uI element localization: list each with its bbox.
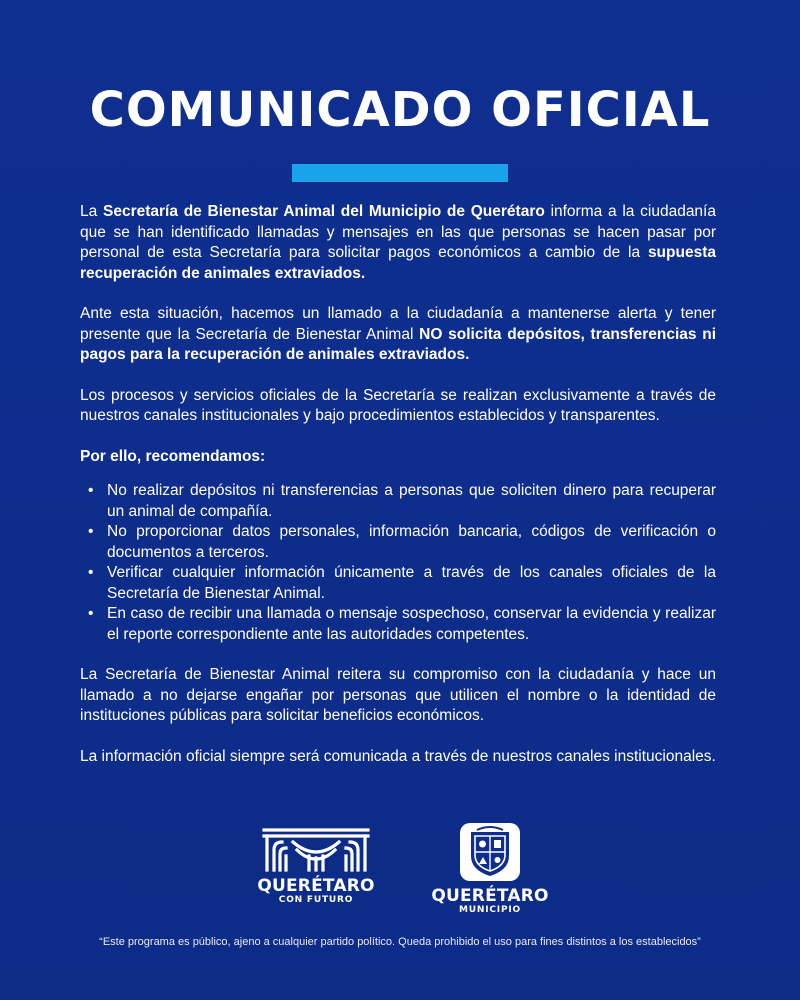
queretaro-con-futuro-logo — [250, 826, 382, 905]
paragraph-intro-text-a: La — [80, 203, 103, 220]
paragraph-intro-text-c: informa a la ciudadanía que se han identificado llamadas y mensajes en las que personas se hacen pasar por personal de esta Secretaría para solicitar pagos económicos a cambio de la — [80, 203, 716, 261]
bullet-icon: • — [88, 564, 94, 581]
list-item-text: No proporcionar datos personales, información bancaria, códigos de verificación o documentos a terceros. — [107, 523, 716, 561]
bullet-icon: • — [88, 523, 94, 540]
page-title: COMUNICADO OFICIAL — [89, 82, 711, 138]
paragraph-intro — [80, 202, 716, 284]
disclaimer-footer: “Este programa es público, ajeno a cualquier partido político. Queda prohibido el uso para fines distintos a los establecidos” — [99, 936, 701, 948]
recommendations-heading: Por ello, recomendamos: — [80, 447, 266, 465]
paragraph-official-channels: La información oficial siempre será comunicada a través de nuestros canales institucionales. — [80, 747, 716, 765]
list-item-text: En caso de recibir una llamada o mensaje sospechoso, conservar la evidencia y realizar el reporte correspondiente ante las autoridades competentes. — [107, 605, 716, 643]
paragraph-processes: Los procesos y servicios oficiales de la Secretaría se realizan exclusivamente a través de nuestros canales institucionales y bajo procedimientos establecidos y transparentes. — [80, 386, 716, 424]
list-item — [88, 563, 716, 604]
logo-left-subtitle: CON FUTURO — [278, 895, 354, 905]
paragraph-commitment: La Secretaría de Bienestar Animal reitera su compromiso con la ciudadanía y hace un llamado a no dejarse engañar por personas que utilicen el nombre o la identidad de instituciones públicas para solicitar beneficios económicos. — [80, 666, 716, 724]
list-item — [88, 481, 716, 522]
logo-right-subtitle: MUNICIPIO — [459, 905, 521, 915]
list-item — [88, 522, 716, 563]
aqueduct-icon — [261, 826, 371, 872]
logo-left-name: QUERÉTARO — [257, 876, 375, 896]
paragraph-intro-emphasis: supuesta recuperación de animales extraviados. — [80, 244, 716, 282]
logo-right-name: QUERÉTARO — [431, 886, 549, 906]
list-item-text: No realizar depósitos ni transferencias a personas que soliciten dinero para recuperar un animal de compañía. — [107, 482, 716, 520]
recommendations-list — [88, 481, 716, 645]
coat-of-arms-icon — [459, 822, 521, 882]
paragraph-alert — [80, 304, 716, 366]
paragraph-alert-emphasis: NO solicita depósitos, transferencias ni pagos para la recuperación de animales extraviados. — [80, 325, 717, 363]
bullet-icon: • — [88, 605, 94, 622]
paragraph-intro-secretariat: Secretaría de Bienestar Animal del Municipio de Querétaro — [102, 203, 545, 220]
list-item-text: Verificar cualquier información únicamente a través de los canales oficiales de la Secretaría de Bienestar Animal. — [107, 564, 716, 602]
communique-body — [80, 202, 716, 787]
bullet-icon: • — [88, 482, 94, 499]
queretaro-municipio-logo — [428, 822, 552, 915]
list-item — [88, 604, 716, 645]
logos-row — [0, 822, 800, 922]
accent-bar — [292, 164, 508, 182]
paragraph-alert-text: Ante esta situación, hacemos un llamado a la ciudadanía a mantenerse alerta y tener presente que la Secretaría de Bienestar Animal — [80, 305, 716, 343]
